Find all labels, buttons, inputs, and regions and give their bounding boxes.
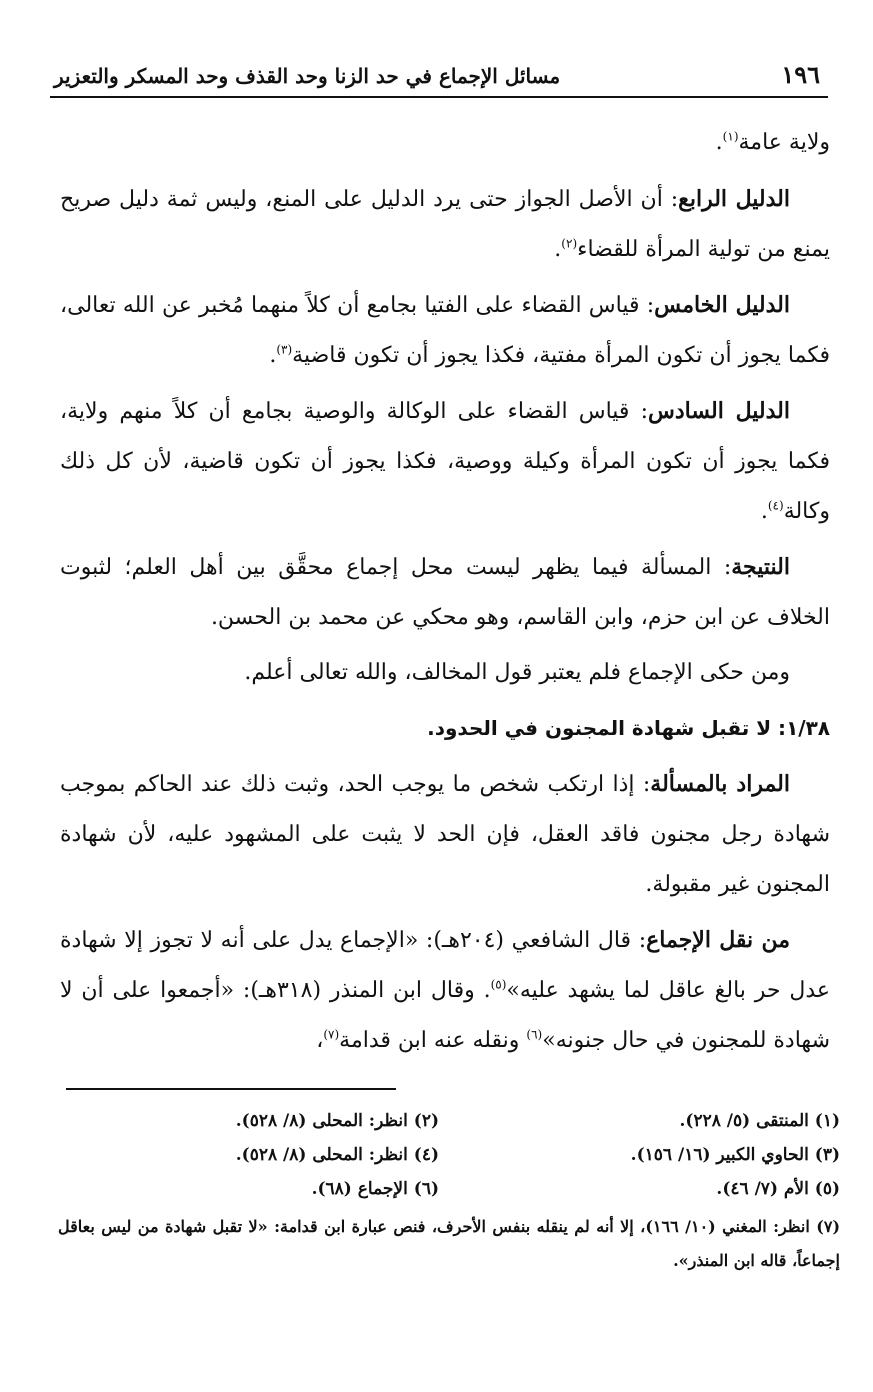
punctuation: . <box>715 130 723 155</box>
paragraph-lead: الدليل الرابع <box>678 186 790 212</box>
paragraph-lead: الدليل السادس <box>648 398 790 424</box>
footnote-3: (٣) الحاوي الكبير (١٦/ ١٥٦). <box>630 1145 840 1165</box>
paragraph-text: ومن حكى الإجماع فلم يعتبر قول المخالف، والله تعالى أعلم. <box>244 660 790 685</box>
footnote-6: (٦) الإجماع (٦٨). <box>311 1179 439 1199</box>
paragraph-text: : قال الشافعي (٢٠٤هـ): «الإجماع يدل على أنه لا تجوز إلا شهادة عدل حر بالغ عاقل لما يشهد عليه» <box>60 928 830 1003</box>
main-text <box>60 118 830 1071</box>
paragraph-lead: النتيجة <box>731 554 790 580</box>
footnote-ref: (٤) <box>767 498 784 513</box>
footnote-divider <box>66 1088 396 1090</box>
paragraph-meaning <box>60 759 830 910</box>
paragraph-lead: الدليل الخامس <box>654 292 790 318</box>
paragraph-text: : قياس القضاء على الفتيا بجامع أن كلاً منهما مُخبر عن الله تعالى، فكما يجوز أن تكون المرأة مفتية، فكذا يجوز أن تكون قاضية <box>60 293 830 368</box>
paragraph-text: : إذا ارتكب شخص ما يوجب الحد، وثبت ذلك عند الحاكم بموجب شهادة رجل مجنون فاقد العقل، فإن الحد لا يثبت على المشهود عليه، لأن شهادة المجنون غير مقبولة. <box>60 772 831 897</box>
footnote-5: (٥) الأم (٧/ ٤٦). <box>716 1179 840 1199</box>
footnote-7: (٧) انظر: المغني (١٠/ ١٦٦)، إلا أنه لم ينقله بنفس الأحرف، فنص عبارة ابن قدامة: «لا تقبل شهادة من ليس بعاقل إجماعاً، قاله ابن المنذر». <box>58 1217 841 1270</box>
page-header <box>50 52 828 98</box>
footnote-1: (١) المنتقى (٥/ ٢٢٨). <box>679 1111 840 1131</box>
paragraph-consensus-reporters <box>60 915 830 1066</box>
paragraph-continuation <box>60 118 830 168</box>
footnote-2: (٢) انظر: المحلى (٨/ ٥٢٨). <box>235 1111 439 1131</box>
paragraph-lead: المراد بالمسألة <box>650 771 790 797</box>
paragraph-result <box>60 542 830 643</box>
footnote-grid <box>58 1108 840 1202</box>
footnote-ref: (١) <box>722 129 739 144</box>
section-heading <box>60 703 830 754</box>
punctuation: . <box>554 237 562 262</box>
paragraph-lead: من نقل الإجماع <box>646 927 790 953</box>
punctuation: . <box>269 343 277 368</box>
footnote-ref: (٢) <box>561 236 578 251</box>
paragraph-conclusion <box>60 648 830 698</box>
paragraph-text: : قياس القضاء على الوكالة والوصية بجامع أن كلاً منهم ولاية، فكما يجوز أن تكون المرأة وكيلة ووصية، فكذا يجوز أن تكون قاضية، لأن كل ذلك وكالة <box>60 399 830 524</box>
footnote-4: (٤) انظر: المحلى (٨/ ٥٢٨). <box>235 1145 439 1165</box>
footnote-ref: (٧) <box>323 1027 340 1042</box>
section-heading-text: ١/٣٨: لا تقبل شهادة المجنون في الحدود. <box>427 716 830 740</box>
paragraph-fifth-evidence <box>60 280 830 381</box>
paragraph-text: : أن الأصل الجواز حتى يرد الدليل على المنع، وليس ثمة دليل صريح يمنع من تولية المرأة للقضاء <box>60 187 830 262</box>
page-number: ١٩٦ <box>781 60 820 89</box>
running-title: مسائل الإجماع في حد الزنا وحد القذف وحد المسكر والتعزير <box>54 64 561 88</box>
paragraph-text: ونقله عنه ابن قدامة <box>339 1028 527 1053</box>
punctuation: . <box>760 499 768 524</box>
paragraph-fourth-evidence <box>60 174 830 275</box>
footnote-ref: (٦) <box>526 1027 543 1042</box>
paragraph-sixth-evidence <box>60 386 830 537</box>
punctuation: ، <box>316 1028 324 1053</box>
footnotes <box>58 1088 840 1278</box>
paragraph-text: ولاية عامة <box>738 130 830 155</box>
paragraph-text: . وقال ابن المنذر (٣١٨هـ): «أجمعوا على أن لا شهادة للمجنون في حال جنونه» <box>60 978 830 1053</box>
footnote-ref: (٥) <box>490 977 507 992</box>
paragraph-text: : المسألة فيما يظهر ليست محل إجماع محقَّق بين أهل العلم؛ لثبوت الخلاف عن ابن حزم، وابن القاسم، وهو محكي عن محمد بن الحسن. <box>60 555 830 630</box>
footnote-ref: (٣) <box>276 342 293 357</box>
